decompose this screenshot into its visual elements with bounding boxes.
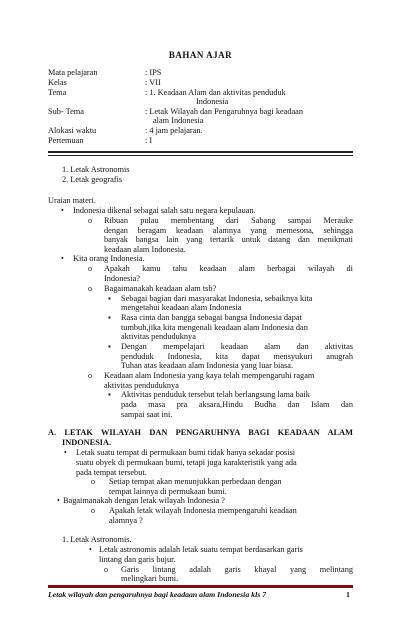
text-line: penduduk Indonesia, kita dapat mensyukuri anugrah bbox=[121, 352, 353, 361]
text-line: pada masa pra aksara,Hindu Budha dan Islam dan bbox=[121, 400, 353, 409]
footer-text: Letak wilayah dan pengaruhnya bagi keadaan alam Indonesia kls 7 bbox=[48, 590, 267, 599]
text-line: Ribuan pulau membentang dari Sabang sampai Merauke bbox=[104, 216, 353, 225]
section-heading-cont: INDONESIA. bbox=[62, 438, 112, 447]
meta-label-meeting: Pertemuan bbox=[48, 136, 84, 145]
page-number: 1 bbox=[346, 590, 350, 599]
bullet-dot: • bbox=[61, 254, 64, 263]
meta-value-subtheme: : Letak Wilayah dan Pengaruhnya bagi keadaan bbox=[145, 107, 304, 116]
text-line: pada tempat tersebut. bbox=[76, 468, 147, 477]
meta-value-subtheme-cont: alam Indonesia bbox=[153, 116, 204, 125]
bullet-square: ▪ bbox=[108, 313, 111, 322]
text-line: Garis lintang adalah garis khayal yang melintang bbox=[121, 565, 353, 574]
text-line: sampai saat ini. bbox=[121, 410, 173, 419]
text-line: Keadaan alam Indonesia yang kaya telah mempengaruhi ragam bbox=[104, 371, 315, 380]
meta-value-time: : 4 jam pelajaran. bbox=[145, 126, 203, 135]
text-line: melingkari bumi. bbox=[121, 574, 179, 583]
bullet-circle: o bbox=[88, 284, 92, 293]
subsection-heading: 1. Letak Astronomis. bbox=[62, 535, 132, 544]
bullet-square: ▪ bbox=[108, 390, 111, 399]
text-line: Sebagai bagian dari masyarakat Indonesia, sebaiknya kita bbox=[121, 294, 313, 303]
bullet-circle: o bbox=[88, 371, 92, 380]
topic-item: 2. Letak geografis bbox=[62, 175, 123, 184]
bullet-circle: o bbox=[88, 216, 92, 225]
bullet-circle: o bbox=[91, 477, 95, 486]
text-line: Letak astronomis adalah letak suatu tempat berdasarkan garis bbox=[99, 545, 303, 554]
text-line: Dengan mempelajari keadaan alam dan aktivitas bbox=[121, 342, 353, 351]
section-label: Uraian materi. bbox=[48, 196, 96, 205]
meta-label-subtheme: Sub- Tema bbox=[48, 107, 84, 116]
text-line: Kita orang Indonesia. bbox=[73, 254, 145, 263]
header-divider-thick bbox=[48, 151, 353, 153]
footer-rule bbox=[48, 585, 353, 588]
meta-label-theme: Tema bbox=[48, 88, 67, 97]
header-divider-thin bbox=[48, 155, 353, 156]
bullet-circle: o bbox=[88, 264, 92, 273]
text-line: alamnya ? bbox=[109, 516, 143, 525]
meta-label-class: Kelas bbox=[48, 78, 67, 87]
meta-label-subject: Mata pelajaran bbox=[48, 68, 98, 77]
text-line: Indonesia dikenal sebagai salah satu negara kepulauan. bbox=[73, 206, 256, 215]
bullet-square: ▪ bbox=[108, 294, 111, 303]
section-heading: A. LETAK WILAYAH DAN PENGARUHNYA BAGI KEADAAN ALAM bbox=[48, 428, 353, 437]
meta-value-theme-cont: Indonesia bbox=[196, 97, 229, 106]
meta-value-theme: : 1. Keadaan Alam dan aktivitas penduduk bbox=[145, 88, 286, 97]
document-title: BAHAN AJAR bbox=[168, 50, 233, 60]
text-line: keadaan alam Indonesia. bbox=[104, 245, 186, 254]
meta-label-time: Alokasi waktu bbox=[48, 126, 97, 135]
text-line: Apakah letak wilayah Indonesia mempengaruhi keadaan bbox=[109, 506, 297, 515]
text-line: Setiap tempat akan menunjukkan perbedaan dengan bbox=[109, 477, 282, 486]
bullet-circle: o bbox=[91, 506, 95, 515]
bullet-circle: o bbox=[104, 565, 108, 574]
text-line: banyak bangsa lain yang tertarik untuk datang dan menikmati bbox=[104, 235, 353, 244]
text-line: aktivitas penduduknya bbox=[104, 381, 179, 390]
text-line: Letak suatu tempat di permukaan bumi tidak hanya sekadar posisi bbox=[76, 448, 296, 457]
text-line: Bagaimanakah keadaan alam tsb? bbox=[104, 284, 217, 293]
text-line: Rasa cinta dan bangga sebagai bangsa Indonesia dapat bbox=[121, 313, 302, 322]
text-line: lintang dan garis bujur. bbox=[99, 555, 176, 564]
meta-value-subject: : IPS bbox=[145, 68, 162, 77]
text-line: mengetahui keadaan alam Indonesia bbox=[121, 303, 242, 312]
bullet-dot: • bbox=[61, 206, 64, 215]
topic-item: 1. Letak Astronomis bbox=[62, 165, 130, 174]
meta-value-meeting: : I bbox=[145, 136, 153, 145]
meta-value-class: : VII bbox=[145, 78, 161, 87]
text-line: suatu obyek di permukaan bumi, tetapi juga karakteristik yang ada bbox=[76, 458, 297, 467]
text-line: Aktivitas penduduk tersebut telah berlangsung lama baik bbox=[121, 390, 310, 399]
bullet-dot: • bbox=[57, 496, 60, 505]
text-line: tumbuh,jika kita mengenali keadaan alam Indonesia dan bbox=[121, 323, 308, 332]
bullet-square: ▪ bbox=[108, 342, 111, 351]
text-line: dengan beragam keadaan alamnya yang memesona, sehingga bbox=[104, 226, 353, 235]
bullet-dot: • bbox=[64, 448, 67, 457]
bullet-dot: • bbox=[89, 545, 92, 554]
text-line: tempat lainnya di permukaan bumi. bbox=[109, 487, 227, 496]
text-line: aktivitas penduduknya bbox=[121, 332, 196, 341]
text-line: Tuhan atas keadaan alam Indonesia yang luar biasa. bbox=[121, 361, 294, 370]
text-line: Apakah kamu tahu keadaan alam berbagai wilayah di bbox=[104, 264, 353, 273]
text-line: Bagaimanakah dengan letak wilayah Indonesia ? bbox=[63, 496, 225, 505]
text-line: Indonesia? bbox=[104, 274, 140, 283]
